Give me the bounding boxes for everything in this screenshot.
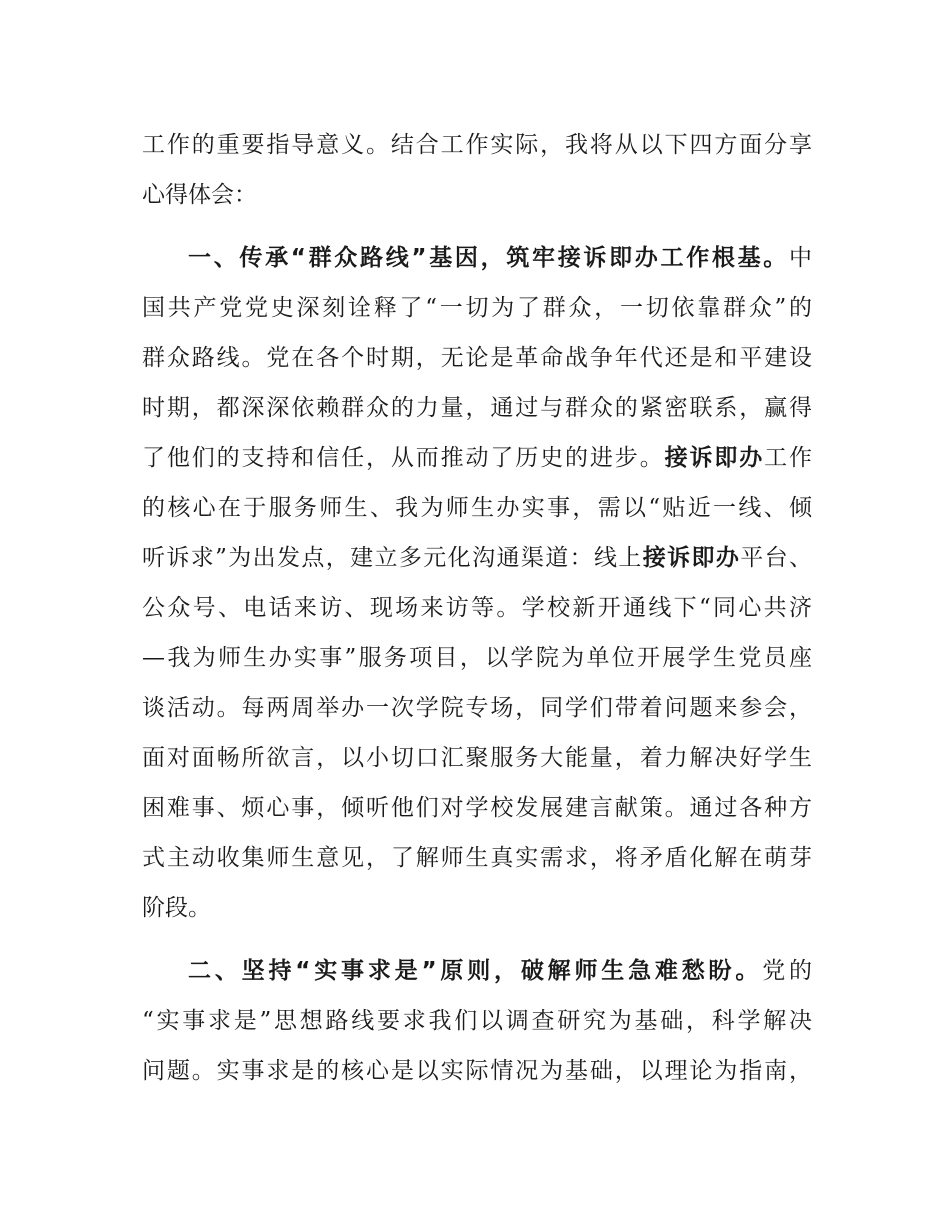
text-run: 问题。实事求是的核心是以实际情况为基础，以理论为指南， [142,1058,812,1084]
document-body [142,120,812,1096]
bold-term: 接诉即办 [664,445,765,471]
text-run: 群众路线。党在各个时期，无论是革命战争年代还是和平建设 [142,345,812,371]
paragraph-gap [142,220,812,233]
text-run: 工作的重要指导意义。结合工作实际，我将从以下四方面分享 [142,132,812,158]
text-run: 党的 [762,958,813,984]
text-line [142,996,812,1046]
text-run: 面对面畅所欲言，以小切口汇聚服务大能量，着力解决好学生 [142,745,812,771]
text-run: 公众号、电话来访、现场来访等。学校新开通线下“同心共济 [142,595,812,621]
text-run: 谈活动。每两周举办一次学院专场，同学们带着问题来参会， [142,695,812,721]
section-heading-line [142,946,812,996]
text-run: 了他们的支持和信任，从而推动了历史的进步。 [142,445,665,471]
text-line [142,333,812,383]
text-line [142,883,812,933]
text-line [142,533,812,583]
text-run: 平台、 [740,545,813,571]
text-run: 阶段。 [142,895,211,921]
text-line [142,683,812,733]
text-run: 心得体会： [142,182,257,208]
text-line [142,583,812,633]
text-run: 国共产党党史深刻诠释了“一切为了群众，一切依靠群众”的 [142,295,812,321]
text-line [142,1046,812,1096]
text-line [142,783,812,833]
text-run: —我为师生办实事”服务项目，以学院为单位开展学生党员座 [142,645,812,671]
text-run: 困难事、烦心事，倾听他们对学校发展建言献策。通过各种方 [142,795,812,821]
text-line [142,833,812,883]
text-run: 工作 [764,445,813,471]
text-line [142,733,812,783]
text-line [142,383,812,433]
text-line [142,633,812,683]
paragraph-gap [142,933,812,946]
section-heading-2: 二、坚持“实事求是”原则，破解师生急难愁盼。 [188,958,763,984]
text-run: 中 [789,245,812,271]
text-run: 时期，都深深依赖群众的力量，通过与群众的紧密联系，赢得 [142,395,812,421]
text-run: “实事求是”思想路线要求我们以调查研究为基础，科学解决 [142,1008,812,1034]
text-run: 听诉求”为出发点，建立多元化沟通渠道：线上 [142,545,643,571]
section-heading-1: 一、传承“群众路线”基因，筑牢接诉即办工作根基。 [188,245,789,271]
text-line [142,120,812,170]
text-line [142,170,812,220]
text-run: 的核心在于服务师生、我为师生办实事，需以“贴近一线、倾 [142,495,812,521]
text-line [142,483,812,533]
bold-term: 接诉即办 [642,545,741,571]
section-heading-line [142,233,812,283]
text-line [142,283,812,333]
text-run: 式主动收集师生意见，了解师生真实需求，将矛盾化解在萌芽 [142,845,812,871]
text-line [142,433,812,483]
